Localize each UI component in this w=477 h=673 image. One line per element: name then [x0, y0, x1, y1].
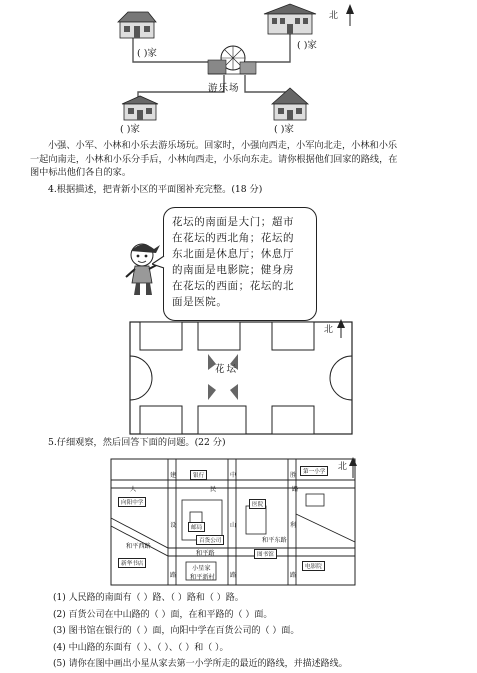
q5-questions — [53, 590, 348, 673]
bubble-text — [164, 208, 316, 310]
paragraph-line: 图中标出他们各自的家。 — [30, 167, 132, 179]
home-label-bottom-left: ( )家 — [120, 124, 140, 135]
bubble-line: 东北面是休息厅；休息厅 — [172, 248, 295, 260]
bubble-line: 在花坛的西北角；花坛的 — [172, 232, 295, 244]
question-3: (3) 图书馆在银行的（ ）面，向阳中学在百货公司的（ ）面。 — [53, 626, 300, 636]
house-bottom-left-icon — [122, 96, 158, 120]
map-road-jian: 建 — [170, 472, 177, 479]
bubble-line: 的南面是电影院；健身房 — [172, 264, 295, 276]
map-road-lu: 路 — [292, 486, 299, 493]
map-heping-village: 和平新村 — [190, 574, 215, 581]
house-top-right-icon — [264, 4, 316, 34]
map-hospital: 医院 — [249, 499, 266, 509]
bottom-room-right — [272, 406, 314, 434]
amusement-park-icon — [208, 46, 256, 74]
map-road-zhong: 中 — [230, 472, 237, 479]
question-5: (5) 请你在图中画出小星从家去第一小学所走的最近的路线，并描述路线。 — [53, 659, 348, 669]
map-road-ren: 人 — [130, 486, 137, 493]
home-label-bottom-right: ( )家 — [274, 124, 294, 135]
map-road-li: 利 — [290, 522, 297, 529]
north-label-2: 北 — [324, 325, 334, 335]
map-road-lu4: 路 — [290, 572, 297, 579]
top-room-middle — [198, 322, 240, 350]
north-label-1: 北 — [329, 11, 339, 21]
flower-bed-label: 花坛 — [215, 364, 239, 375]
map-dept: 百货公司 — [196, 535, 224, 545]
map-heping-w: 和平西路 — [126, 543, 151, 550]
home-label-top-left: ( )家 — [137, 48, 157, 59]
paragraph-line: 小强、小军、小林和小乐去游乐场玩。回家时，小强向西走，小军向北走，小林和小乐 — [48, 140, 398, 151]
q4-title: 4.根据描述，把青新小区的平面图补充完整。(18 分) — [48, 184, 263, 195]
map-heping-e: 和平东路 — [262, 537, 287, 544]
top-room-left — [140, 322, 182, 350]
map-road-shan: 山 — [230, 522, 237, 529]
map-cinema: 电影院 — [302, 561, 325, 571]
map-xiangyang: 向阳中学 — [118, 497, 146, 507]
north-label-3: 北 — [338, 462, 348, 472]
map-post: 邮局 — [188, 522, 205, 532]
home-label-top-right: ( )家 — [297, 40, 317, 51]
map-school1: 第一小学 — [300, 466, 328, 476]
bottom-room-left — [140, 406, 182, 434]
paragraph-3 — [30, 139, 450, 180]
north-arrow-icon-2b — [336, 318, 346, 338]
map-xinhua: 新华书店 — [118, 558, 146, 568]
map-xiaoxing: 小星家 — [192, 565, 211, 572]
north-arrow-icon-3 — [348, 456, 358, 478]
question-1: (1) 人民路的南面有（ ）路、（ ）路和（ ）路。 — [53, 593, 244, 603]
paragraph-line: 一起向南走，小林和小乐分手后，小林向西走，小乐向东走。请你根据他们回家的路线，在 — [30, 153, 398, 165]
q5-title: 5.仔细观察，然后回答下面的问题。(22 分) — [48, 437, 226, 448]
speech-bubble — [163, 207, 317, 321]
park-route-diagram — [100, 0, 390, 140]
top-room-right — [272, 322, 314, 350]
bubble-line: 面是医院。 — [172, 296, 228, 308]
question-2: (2) 百货公司在中山路的（ ）面，在和平路的（ ）面。 — [53, 609, 273, 620]
bottom-room-middle — [198, 406, 246, 434]
map-road-lu2: 路 — [170, 572, 177, 579]
bubble-tail — [152, 256, 166, 270]
map-road-min: 民 — [210, 486, 217, 493]
north-arrow-icon-1 — [346, 4, 354, 26]
map-bank: 银行 — [190, 470, 207, 480]
map-road-lu3: 路 — [230, 572, 237, 579]
bubble-line: 花坛的南面是大门；超市 — [172, 216, 295, 228]
map-road-sheng: 胜 — [290, 472, 297, 479]
bubble-line: 在花坛的西面；花坛的北 — [172, 280, 295, 292]
map-road-she: 设 — [170, 522, 177, 529]
park-label: 游乐场 — [208, 83, 240, 94]
house-top-left-icon — [118, 12, 156, 38]
question-4: (4) 中山路的东面有（ ）、（ ）、（ ）和（ ）。 — [53, 642, 229, 653]
map-heping: 和平路 — [196, 550, 215, 557]
map-library: 图书馆 — [254, 549, 277, 559]
community-plan — [128, 320, 358, 438]
house-bottom-right-icon — [272, 88, 308, 120]
